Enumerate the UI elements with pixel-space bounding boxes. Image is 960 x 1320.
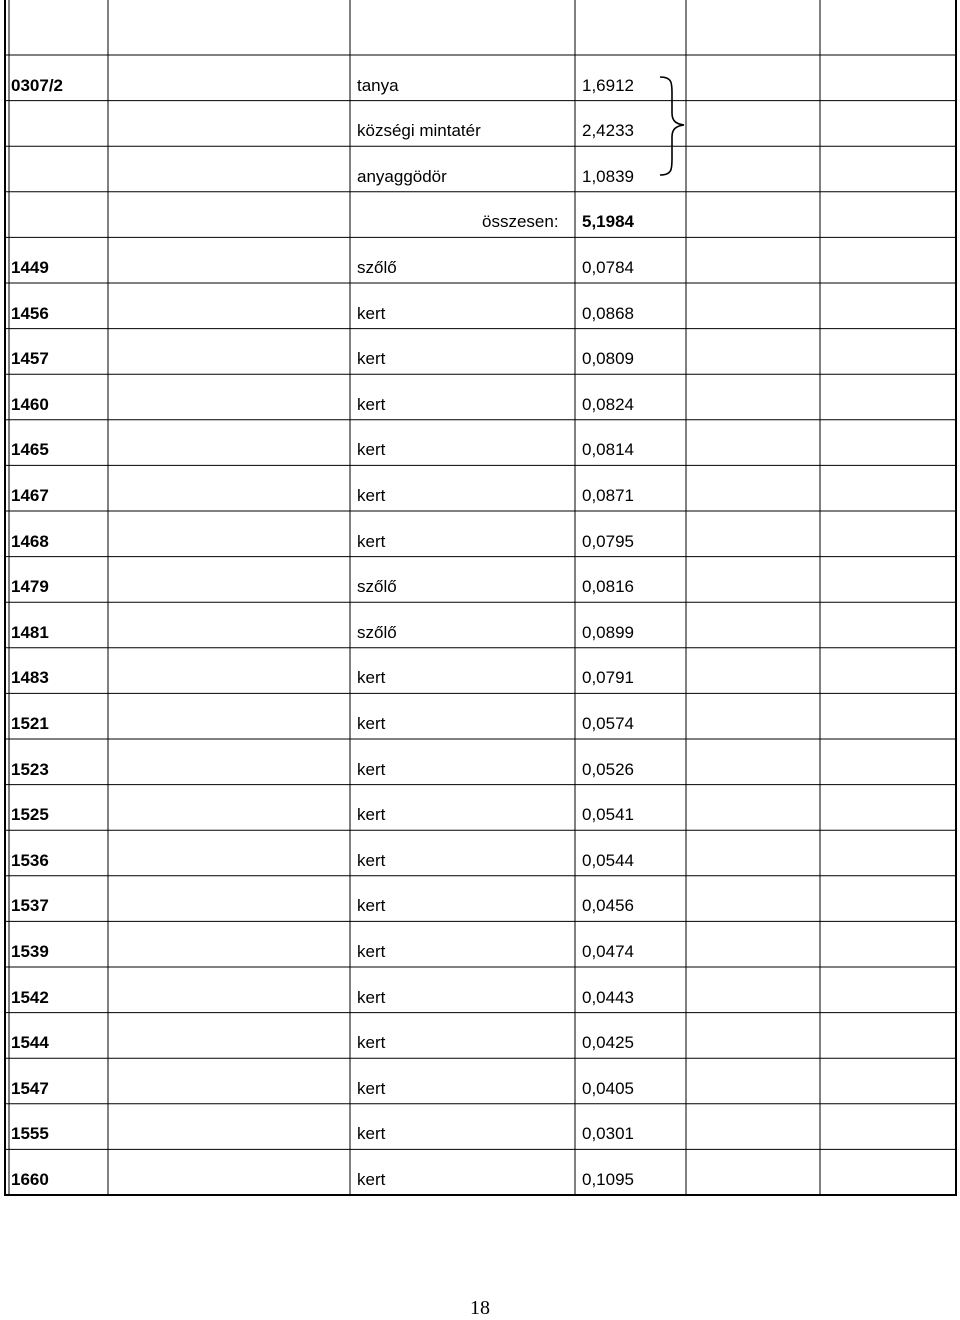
parcel-area: 0,0899: [582, 622, 634, 642]
land-use: szőlő: [357, 577, 397, 597]
parcel-number: 1542: [11, 987, 49, 1007]
parcel-area: 0,0809: [582, 349, 634, 369]
parcel-number: 1660: [11, 1170, 49, 1189]
land-use: kert: [357, 805, 386, 825]
parcel-number: 1467: [11, 486, 49, 505]
parcel-number: 1479: [11, 577, 49, 597]
parcel-table: [4, 0, 957, 1220]
parcel-area: 0,0871: [582, 486, 634, 505]
total-label: összesen:: [482, 212, 559, 232]
parcel-number: 1544: [11, 1033, 49, 1053]
land-use: kert: [357, 349, 386, 369]
land-use: kert: [357, 1124, 386, 1144]
land-use: kert: [357, 1170, 386, 1189]
table-grid: [4, 0, 957, 1220]
land-use: kert: [357, 850, 386, 870]
land-use: kert: [357, 987, 386, 1007]
parcel-area: 0,0301: [582, 1124, 634, 1144]
land-use: kert: [357, 668, 386, 688]
land-use: kert: [357, 486, 386, 505]
land-use: kert: [357, 759, 386, 779]
grouping-brace: [654, 75, 686, 177]
parcel-number: 1525: [11, 805, 49, 825]
parcel-number: 1456: [11, 303, 49, 323]
parcel-number: 1483: [11, 668, 49, 688]
parcel-number: 1537: [11, 896, 49, 916]
land-use: tanya: [357, 75, 399, 95]
parcel-number: 1481: [11, 622, 49, 642]
parcel-area: 0,0795: [582, 531, 634, 551]
parcel-area: 0,0574: [582, 714, 634, 733]
land-use: kert: [357, 394, 386, 414]
parcel-area: 0,1095: [582, 1170, 634, 1189]
parcel-area: 0,0814: [582, 440, 634, 460]
parcel-area: 0,0405: [582, 1078, 634, 1098]
land-use: szőlő: [357, 622, 397, 642]
parcel-area: 0,0544: [582, 850, 634, 870]
parcel-number: 1460: [11, 394, 49, 414]
parcel-number: 1536: [11, 850, 49, 870]
parcel-number: 1465: [11, 440, 49, 460]
parcel-area: 0,0474: [582, 942, 634, 961]
parcel-area: 0,0456: [582, 896, 634, 916]
parcel-area: 0,0868: [582, 303, 634, 323]
parcel-number: 1539: [11, 942, 49, 961]
land-use: kert: [357, 440, 386, 460]
parcel-area: 0,0526: [582, 759, 634, 779]
parcel-number: 1523: [11, 759, 49, 779]
parcel-area: 0,0784: [582, 258, 634, 277]
parcel-area: 0,0791: [582, 668, 634, 688]
parcel-number: 1449: [11, 258, 49, 277]
land-use: kert: [357, 714, 386, 733]
total-area: 5,1984: [582, 212, 634, 232]
parcel-area: 0,0425: [582, 1033, 634, 1053]
parcel-area: 0,0816: [582, 577, 634, 597]
parcel-area: 0,0541: [582, 805, 634, 825]
parcel-area: 0,0443: [582, 987, 634, 1007]
land-use: kert: [357, 1078, 386, 1098]
land-use: kert: [357, 531, 386, 551]
land-use: szőlő: [357, 258, 397, 277]
parcel-area: 1,6912: [582, 75, 634, 95]
page-number: 18: [470, 1297, 490, 1319]
land-use: kert: [357, 303, 386, 323]
parcel-number: 0307/2: [11, 75, 63, 95]
land-use: kert: [357, 896, 386, 916]
parcel-number: 1547: [11, 1078, 49, 1098]
parcel-area: 1,0839: [582, 166, 634, 186]
land-use: kert: [357, 1033, 386, 1053]
parcel-number: 1457: [11, 349, 49, 369]
land-use: községi mintatér: [357, 121, 481, 141]
parcel-area: 2,4233: [582, 121, 634, 141]
land-use: anyaggödör: [357, 166, 447, 186]
parcel-number: 1521: [11, 714, 49, 733]
parcel-area: 0,0824: [582, 394, 634, 414]
parcel-number: 1555: [11, 1124, 49, 1144]
land-use: kert: [357, 942, 386, 961]
parcel-number: 1468: [11, 531, 49, 551]
